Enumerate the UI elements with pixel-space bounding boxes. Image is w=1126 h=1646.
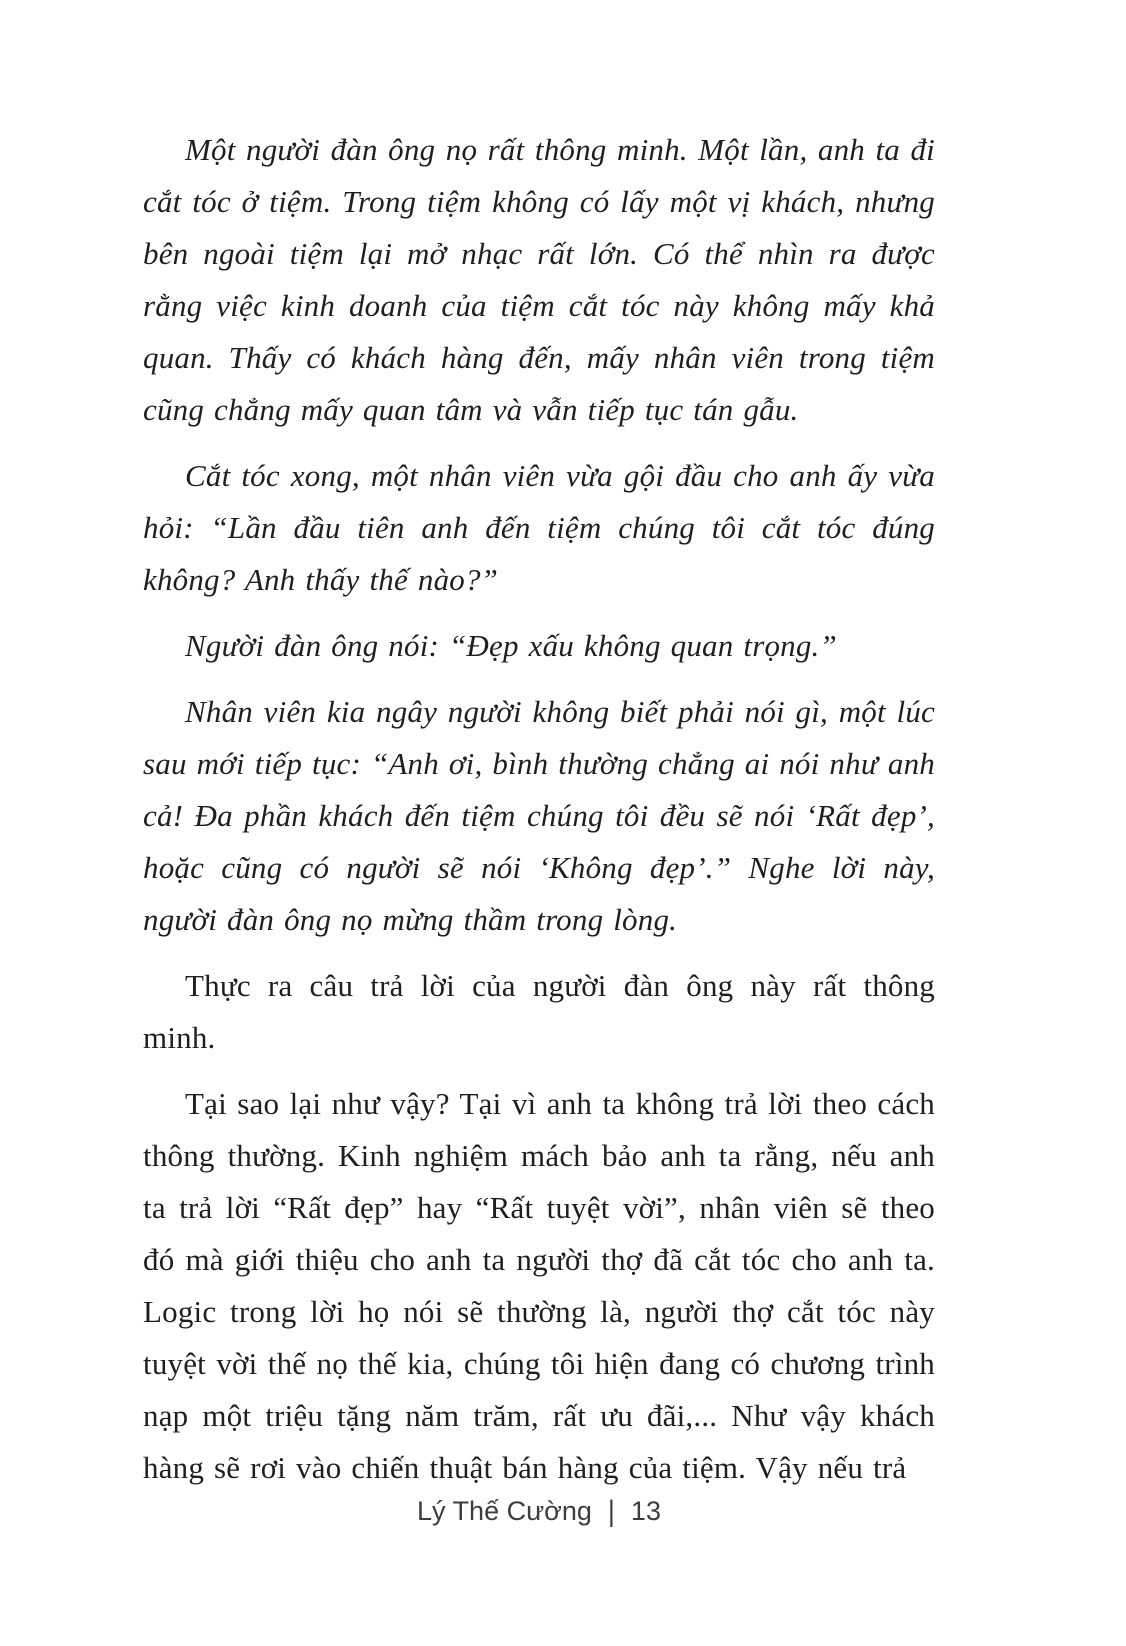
page-footer <box>143 1496 935 1527</box>
paragraph-2: Cắt tóc xong, một nhân viên vừa gội đầu cho anh ấy vừa hỏi: “Lần đầu tiên anh đến tiệm chúng tôi cắt tóc đúng không? Anh thấy thế nào?” <box>143 458 935 597</box>
paragraph-4: Nhân viên kia ngây người không biết phải nói gì, một lúc sau mới tiếp tục: “Anh ơi, bình thường chẳng ai nói như anh cả! Đa phần khách đến tiệm chúng tôi đều sẽ nói ‘Rất đẹp’, hoặc cũng có người sẽ nói ‘Không đẹp’.” Nghe lời này, người đàn ông nọ mừng thầm trong lòng. <box>143 694 935 937</box>
paragraph-3: Người đàn ông nói: “Đẹp xấu không quan trọng.” <box>185 628 837 663</box>
page-text <box>143 124 935 1508</box>
footer-author: Lý Thế Cường <box>417 1496 592 1526</box>
paragraph-6: Tại sao lại như vậy? Tại vì anh ta không trả lời theo cách thông thường. Kinh nghiệm mách bảo anh ta rằng, nếu anh ta trả lời “Rất đẹp” hay “Rất tuyệt vời”, nhân viên sẽ theo đó mà giới thiệu cho anh ta người thợ đã cắt tóc cho anh ta. Logic trong lời họ nói sẽ thường là, người thợ cắt tóc này tuyệt vời thế nọ thế kia, chúng tôi hiện đang có chương trình nạp một triệu tặng năm trăm, rất ưu đãi,... Như vậy khách hàng sẽ rơi vào chiến thuật bán hàng của tiệm. Vậy nếu trả <box>143 1086 935 1485</box>
footer-separator: | <box>607 1494 615 1528</box>
paragraph-5: Thực ra câu trả lời của người đàn ông này rất thông minh. <box>143 968 935 1055</box>
paragraph-1: Một người đàn ông nọ rất thông minh. Một lần, anh ta đi cắt tóc ở tiệm. Trong tiệm không có lấy một vị khách, nhưng bên ngoài tiệm lại mở nhạc rất lớn. Có thể nhìn ra được rằng việc kinh doanh của tiệm cắt tóc này không mấy khả quan. Thấy có khách hàng đến, mấy nhân viên trong tiệm cũng chẳng mấy quan tâm và vẫn tiếp tục tán gẫu. <box>143 132 935 427</box>
footer-page-number: 13 <box>630 1496 661 1526</box>
